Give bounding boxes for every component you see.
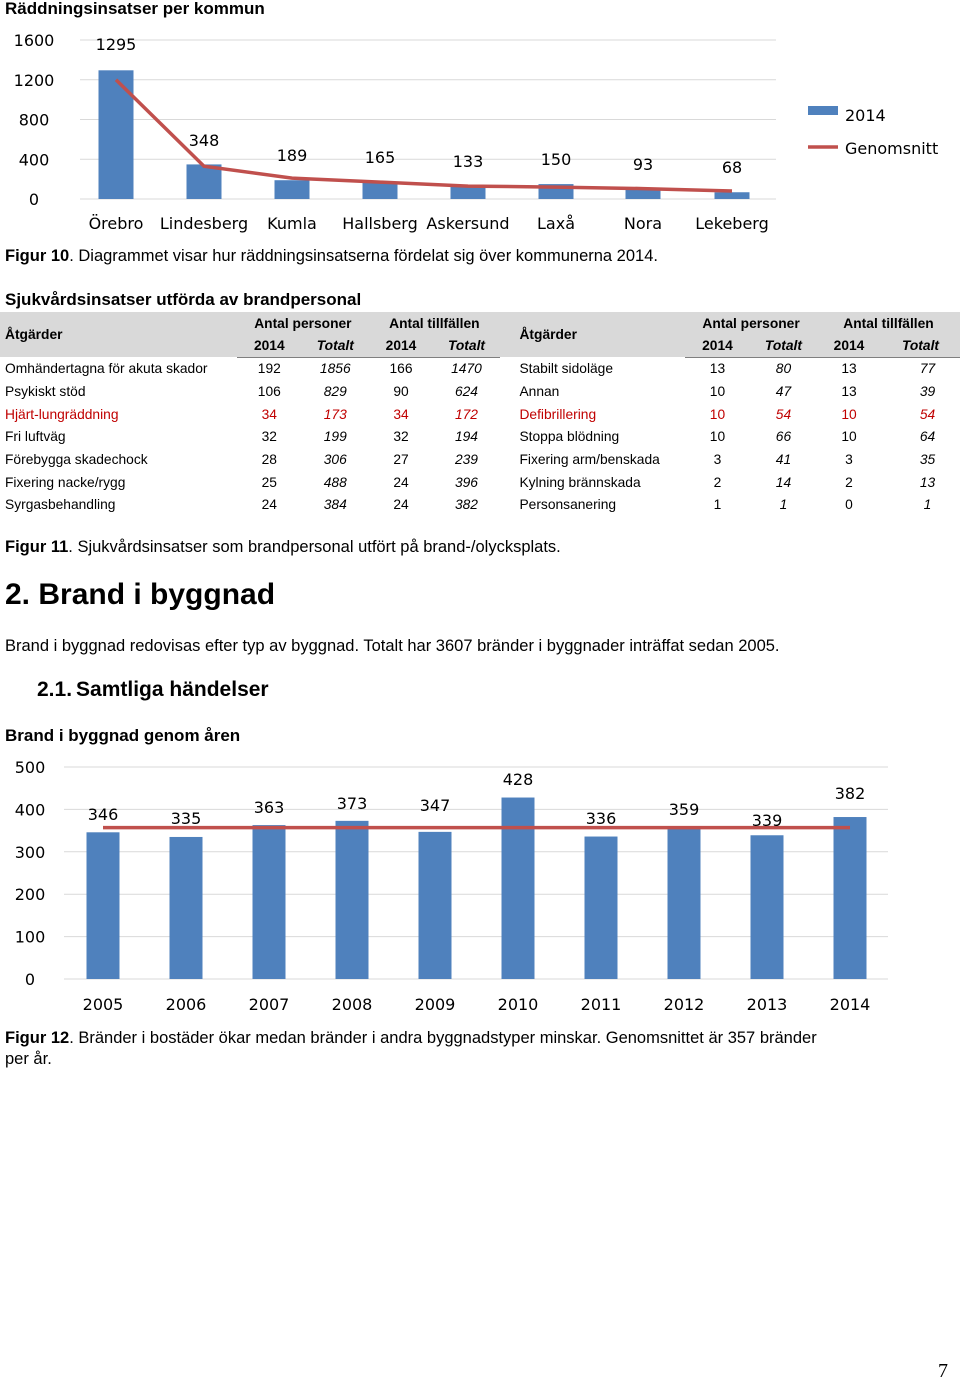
bar <box>336 821 369 979</box>
cell-persons-total: 47 <box>775 383 792 399</box>
cell-occasions-total: 239 <box>454 451 478 467</box>
x-tick-label: 2014 <box>829 995 871 1014</box>
subsection-title: Samtliga händelser <box>76 678 269 701</box>
cell-occasions-total: 194 <box>454 429 478 445</box>
row-name: Annan <box>519 383 560 399</box>
y-tick-label: 0 <box>24 970 36 989</box>
figure11-label: Figur 11 <box>5 538 69 556</box>
cell-occasions-2014: 90 <box>393 383 409 399</box>
cell-occasions-total: 35 <box>919 451 936 467</box>
cell-occasions-total: 39 <box>919 383 936 399</box>
x-tick-label: Örebro <box>88 214 144 233</box>
cell-occasions-2014: 10 <box>841 429 857 445</box>
cell-persons-2014: 28 <box>261 451 277 467</box>
cell-persons-2014: 10 <box>709 429 726 445</box>
x-tick-label: 2010 <box>497 995 539 1014</box>
table-gap <box>500 471 514 494</box>
table-row <box>0 494 960 517</box>
data-label: 359 <box>668 800 700 819</box>
x-tick-label: 2011 <box>580 995 622 1014</box>
x-tick-label: Nora <box>623 214 663 233</box>
cell-occasions-2014: 27 <box>393 451 409 467</box>
sub-year: 2014 <box>369 335 433 358</box>
data-label: 1295 <box>95 35 137 54</box>
legend-swatch-2014 <box>808 106 838 115</box>
chart1-title: Räddningsinsatser per kommun <box>5 0 265 18</box>
row-name: Förebygga skadechock <box>5 451 148 467</box>
cell-occasions-2014: 13 <box>841 383 857 399</box>
bar <box>170 837 203 979</box>
bar <box>363 183 398 199</box>
bar <box>715 192 750 199</box>
y-tick-label: 300 <box>14 842 46 862</box>
y-tick-label: 400 <box>18 150 50 170</box>
section-body: Brand i byggnad redovisas efter typ av byggnad. Totalt har 3607 bränder i byggnader inträffat sedan 2005. <box>5 637 780 655</box>
row-name: Syrgasbehandling <box>5 497 116 513</box>
bar <box>626 190 661 199</box>
data-label: 363 <box>253 798 285 817</box>
y-tick-label: 1200 <box>13 70 55 90</box>
row-name: Psykiskt stöd <box>5 383 86 399</box>
care-table-header-row <box>0 312 960 335</box>
table-gap <box>500 494 514 517</box>
sub-year: 2014 <box>685 335 750 358</box>
group-persons-right: Antal personer <box>685 312 817 335</box>
x-tick-label: 2006 <box>165 995 207 1014</box>
table-row <box>0 448 960 471</box>
sub-total: Totalt <box>881 335 960 358</box>
legend-label: 2014 <box>845 106 886 125</box>
bar <box>585 837 618 979</box>
care-table-body <box>0 357 960 516</box>
sub-year: 2014 <box>237 335 302 358</box>
cell-persons-total: 66 <box>775 429 792 445</box>
x-tick-label: 2008 <box>331 995 373 1014</box>
y-tick-label: 200 <box>14 885 46 905</box>
cell-persons-2014: 34 <box>261 406 277 422</box>
cell-persons-2014: 106 <box>257 383 281 399</box>
cell-persons-total: 306 <box>323 451 347 467</box>
cell-persons-2014: 1 <box>713 497 722 513</box>
data-label: 346 <box>87 805 119 824</box>
figure10-caption <box>5 247 658 266</box>
figure11-text: . Sjukvårdsinsatser som brandpersonal utfört på brand-/olycksplats. <box>68 538 561 556</box>
cell-persons-2014: 3 <box>713 451 722 467</box>
figure10-text: . Diagrammet visar hur räddningsinsatserna fördelat sig över kommunerna 2014. <box>69 247 658 265</box>
row-name: Defibrillering <box>519 406 597 422</box>
cell-occasions-total: 54 <box>919 406 936 422</box>
data-label: 347 <box>419 796 451 815</box>
cell-occasions-total: 13 <box>919 474 936 490</box>
sub-year: 2014 <box>817 335 881 358</box>
cell-occasions-2014: 0 <box>845 497 853 513</box>
cell-occasions-total: 64 <box>919 429 936 445</box>
table-gap <box>500 403 514 426</box>
group-occasions-right: Antal tillfällen <box>817 312 960 335</box>
x-tick-label: Laxå <box>537 214 575 233</box>
bar <box>502 798 535 979</box>
cell-occasions-total: 77 <box>919 361 936 377</box>
cell-persons-total: 1856 <box>319 361 351 377</box>
cell-occasions-total: 396 <box>454 474 478 490</box>
cell-persons-total: 488 <box>323 474 347 490</box>
cell-persons-total: 54 <box>775 406 792 422</box>
table-row <box>0 380 960 403</box>
care-table <box>0 312 960 516</box>
cell-occasions-total: 382 <box>454 497 478 513</box>
row-name: Hjärt-lungräddning <box>5 406 119 422</box>
cell-occasions-2014: 32 <box>393 429 409 445</box>
cell-persons-total: 1 <box>779 497 788 513</box>
chart2-area <box>0 750 960 1020</box>
cell-occasions-total: 1 <box>923 497 932 513</box>
col-action-right: Åtgärder <box>513 312 685 357</box>
y-tick-label: 1600 <box>13 31 55 50</box>
cell-occasions-2014: 166 <box>389 361 413 377</box>
cell-occasions-2014: 24 <box>393 497 409 513</box>
table-row <box>0 357 960 380</box>
sub-total: Totalt <box>433 335 500 358</box>
data-label: 68 <box>721 158 743 177</box>
subsection-number: 2.1. <box>37 678 73 701</box>
x-tick-label: Lindesberg <box>159 214 249 233</box>
row-name: Fri luftväg <box>5 429 66 445</box>
care-table-title: Sjukvårdsinsatser utförda av brandpersonal <box>5 290 362 309</box>
x-tick-label: 2005 <box>82 995 124 1014</box>
col-action-left: Åtgärder <box>0 312 237 357</box>
cell-occasions-2014: 2 <box>845 474 853 490</box>
group-occasions-left: Antal tillfällen <box>369 312 500 335</box>
cell-occasions-total: 1470 <box>451 361 482 377</box>
data-label: 373 <box>336 794 368 813</box>
cell-occasions-2014: 3 <box>845 451 853 467</box>
data-label: 93 <box>632 155 654 174</box>
chart1-area <box>0 20 960 240</box>
cell-persons-2014: 24 <box>261 497 277 513</box>
data-label: 428 <box>502 770 534 789</box>
bar <box>751 835 784 979</box>
table-row <box>0 425 960 448</box>
figure11-caption <box>5 538 561 557</box>
row-name: Personsanering <box>519 497 617 513</box>
figure10-label: Figur 10 <box>5 247 70 265</box>
cell-persons-total: 829 <box>323 383 347 399</box>
cell-persons-total: 14 <box>775 474 792 490</box>
row-name: Omhändertagna för akuta skador <box>5 361 208 377</box>
chart2-title: Brand i byggnad genom åren <box>5 726 241 745</box>
row-name: Kylning brännskada <box>519 474 641 490</box>
cell-persons-2014: 2 <box>713 474 722 490</box>
bar <box>253 825 286 979</box>
table-row <box>0 471 960 494</box>
x-tick-label: 2013 <box>746 995 788 1014</box>
cell-persons-total: 80 <box>775 361 792 377</box>
page-number: 7 <box>938 1360 948 1382</box>
data-label: 165 <box>364 148 396 167</box>
x-tick-label: 2009 <box>414 995 456 1014</box>
cell-persons-total: 173 <box>323 406 347 422</box>
cell-persons-total: 41 <box>775 451 792 467</box>
group-persons-left: Antal personer <box>237 312 369 335</box>
y-tick-label: 800 <box>18 110 50 130</box>
cell-occasions-2014: 34 <box>393 406 409 422</box>
bar <box>87 832 120 979</box>
x-tick-label: Hallsberg <box>342 214 418 233</box>
x-tick-label: 2012 <box>663 995 705 1014</box>
x-tick-label: Kumla <box>267 214 317 233</box>
x-tick-label: Askersund <box>426 214 510 233</box>
cell-persons-total: 199 <box>323 429 347 445</box>
y-tick-label: 400 <box>14 800 46 820</box>
bar <box>834 817 867 979</box>
subsection-heading <box>37 678 269 702</box>
table-gap <box>500 425 514 448</box>
y-tick-label: 0 <box>28 190 40 209</box>
x-tick-label: 2007 <box>248 995 290 1014</box>
cell-occasions-total: 172 <box>454 406 478 422</box>
cell-persons-2014: 32 <box>261 429 277 445</box>
section-heading: 2. Brand i byggnad <box>5 578 276 611</box>
data-label: 335 <box>170 809 202 828</box>
data-label: 382 <box>834 784 866 803</box>
data-label: 339 <box>751 811 783 830</box>
sub-total: Totalt <box>750 335 817 358</box>
y-tick-label: 500 <box>14 758 46 777</box>
cell-persons-2014: 13 <box>709 361 726 377</box>
data-label: 336 <box>585 809 617 828</box>
cell-persons-2014: 10 <box>709 383 726 399</box>
y-tick-label: 100 <box>14 927 46 947</box>
figure12-caption <box>5 1028 817 1070</box>
figure12-text: . Bränder i bostäder ökar medan bränder i andra byggnadstyper minskar. Genomsnittet är 357 bränder <box>69 1029 817 1047</box>
bar <box>419 832 452 979</box>
cell-persons-2014: 10 <box>709 406 726 422</box>
data-label: 348 <box>188 131 220 150</box>
table-gap <box>500 312 514 357</box>
row-name: Fixering nacke/rygg <box>5 474 126 490</box>
figure12-label: Figur 12 <box>5 1029 70 1047</box>
figure12-text-line2: per år. <box>5 1050 52 1068</box>
table-row <box>0 403 960 426</box>
bar <box>668 827 701 979</box>
data-label: 150 <box>540 150 572 169</box>
table-gap <box>500 448 514 471</box>
data-label: 189 <box>276 146 308 165</box>
cell-persons-total: 384 <box>323 497 347 513</box>
cell-occasions-2014: 10 <box>841 406 857 422</box>
table-gap <box>500 380 514 403</box>
row-name: Stabilt sidoläge <box>519 361 614 377</box>
legend-label: Genomsnitt <box>845 139 939 158</box>
data-label: 133 <box>452 152 484 171</box>
table-gap <box>500 357 514 380</box>
bar <box>275 180 310 199</box>
sub-total: Totalt <box>302 335 369 358</box>
cell-persons-2014: 192 <box>257 361 281 377</box>
cell-occasions-total: 624 <box>454 383 478 399</box>
cell-occasions-2014: 24 <box>393 474 409 490</box>
cell-occasions-2014: 13 <box>841 361 857 377</box>
row-name: Fixering arm/benskada <box>519 451 660 467</box>
row-name: Stoppa blödning <box>519 429 620 445</box>
cell-persons-2014: 25 <box>261 474 277 490</box>
x-tick-label: Lekeberg <box>695 214 769 233</box>
